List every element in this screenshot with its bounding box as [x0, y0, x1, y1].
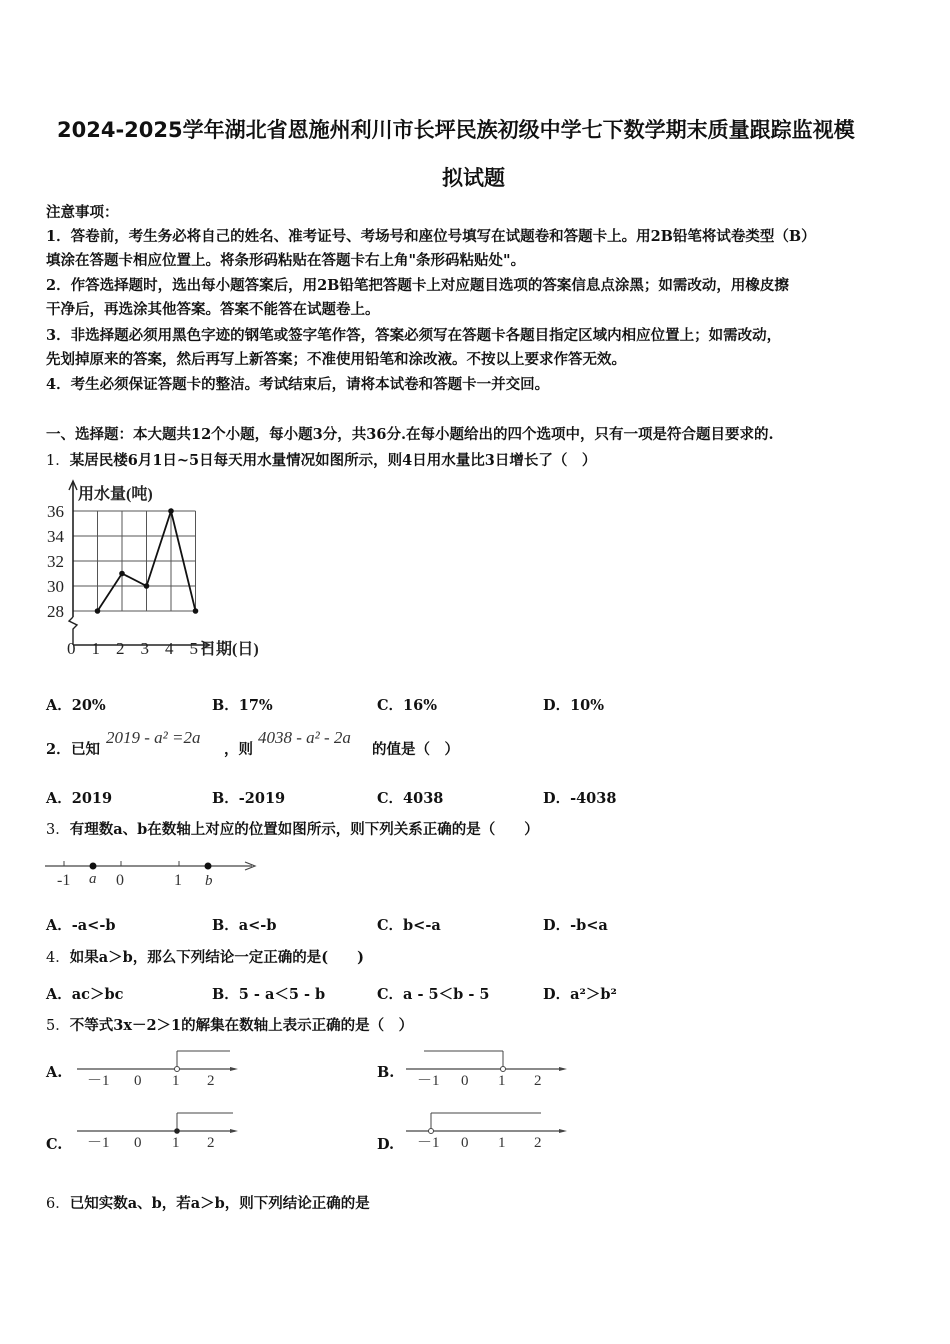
option-a[interactable]: A．20%	[46, 697, 106, 714]
data-point	[193, 608, 199, 614]
option-d[interactable]: D.	[377, 1136, 395, 1153]
y-tick-label: 28	[47, 602, 64, 621]
y-tick-label: 34	[47, 527, 64, 546]
question-4	[46, 948, 364, 968]
tick-label: 0	[461, 1135, 469, 1151]
question-text: 不等式3x－2＞1的解集在数轴上表示正确的是（ ）	[69, 1017, 414, 1034]
question-2-expr2: 4038 - a² - 2a	[258, 728, 351, 747]
x-tick-label: 2	[116, 639, 125, 658]
chart-grid	[73, 511, 196, 611]
tick-label: －1	[87, 1135, 110, 1151]
tick-label: 2	[534, 1073, 542, 1089]
question-6	[46, 1194, 370, 1214]
tick-label: 2	[207, 1073, 215, 1089]
closed-point	[174, 1128, 180, 1134]
notice-line: 3．非选择题必须用黑色字迹的钢笔或签字笔作答，答案必须写在答题卡各题目指定区域内相应位置上；如需改动，	[46, 327, 782, 344]
tick-label: -1	[57, 872, 71, 889]
question-5	[46, 1016, 413, 1036]
tick-label: －1	[87, 1073, 110, 1089]
question-number: 1．	[46, 453, 70, 469]
question-number: 5．	[46, 1018, 70, 1034]
tick-label: 0	[134, 1135, 142, 1151]
tick-label: 0	[116, 872, 124, 889]
data-point	[144, 583, 150, 589]
option-a[interactable]: A．-a<-b	[46, 917, 116, 934]
data-point	[168, 508, 174, 514]
data-point	[119, 571, 125, 577]
number-line-a	[75, 1044, 245, 1089]
option-b[interactable]: B．17%	[212, 697, 273, 714]
section-heading: 一、选择题：本大题共12个小题，每小题3分，共36分.在每小题给出的四个选项中，只有一项是符合题目要求的.	[46, 426, 774, 443]
option-c[interactable]: C.	[46, 1136, 63, 1153]
x-axis-label: 日期(日)	[200, 641, 259, 658]
question-3	[46, 820, 539, 840]
tick-label: －1	[417, 1135, 440, 1151]
question-number: 4．	[46, 950, 70, 966]
question-number: 3．	[46, 822, 70, 838]
option-d[interactable]: D．-4038	[543, 790, 617, 807]
open-point	[501, 1067, 506, 1072]
question-text: 已知实数a、b，若a＞b，则下列结论正确的是	[69, 1195, 370, 1212]
tick-label: 2	[534, 1135, 542, 1151]
x-tick-label: 1	[91, 639, 100, 658]
axis-arrow-icon	[559, 1129, 567, 1133]
notice-line: 干净后，再选涂其他答案。答案不能答在试题卷上。	[46, 301, 380, 318]
x-tick-label: 5	[189, 639, 198, 658]
number-line-b	[404, 1044, 574, 1089]
data-point	[95, 608, 101, 614]
tick-label: 1	[172, 1135, 180, 1151]
option-c[interactable]: C．a - 5＜b - 5	[377, 986, 490, 1003]
notice-line: 4．考生必须保证答题卡的整洁。考试结束后，请将本试卷和答题卡一并交回。	[46, 376, 550, 393]
tick-label: 1	[174, 872, 182, 889]
y-tick-label: 30	[47, 577, 64, 596]
option-d[interactable]: D．a²＞b²	[543, 986, 617, 1003]
question-2-post: 的值是（ ）	[372, 741, 459, 758]
question-2-pre: 已知	[71, 741, 100, 758]
notice-line: 1．答卷前，考生务必将自己的姓名、准考证号、考场号和座位号填写在试题卷和答题卡上。用2B铅笔将试卷类型（B）	[46, 228, 816, 245]
page-title-line2: 拟试题	[442, 166, 505, 190]
tick-label: 1	[498, 1073, 506, 1089]
notice-line: 先划掉原来的答案，然后再写上新答案；不准使用铅笔和涂改液。不按以上要求作答无效。	[46, 351, 626, 368]
number-line-q3	[40, 852, 270, 892]
axis-arrow-icon	[559, 1067, 567, 1071]
option-c[interactable]: C．b<-a	[377, 917, 441, 934]
label-a: a	[89, 871, 97, 887]
option-b[interactable]: B．5 - a＜5 - b	[212, 986, 326, 1003]
option-b[interactable]: B．a<-b	[212, 917, 277, 934]
x-tick-label: 4	[165, 639, 174, 658]
question-text: 有理数a、b在数轴上对应的位置如图所示，则下列关系正确的是（ ）	[69, 821, 539, 838]
question-text: 某居民楼6月1日~5日每天用水量情况如图所示，则4日用水量比3日增长了（ ）	[69, 452, 597, 469]
number-line-c	[75, 1106, 245, 1151]
y-axis-label: 用水量(吨)	[78, 486, 153, 503]
x-tick-label: 3	[140, 639, 149, 658]
option-d[interactable]: D．10%	[543, 697, 605, 714]
page-title-line1: 2024-2025学年湖北省恩施州利川市长坪民族初级中学七下数学期末质量跟踪监视模	[57, 118, 855, 142]
tick-label: 0	[134, 1073, 142, 1089]
notice-heading: 注意事项：	[46, 204, 119, 221]
number-line-d	[404, 1106, 574, 1151]
question-number: 6．	[46, 1196, 70, 1212]
option-a[interactable]: A.	[46, 1064, 63, 1081]
y-tick-label: 36	[47, 502, 64, 521]
point-a	[90, 863, 97, 870]
option-b[interactable]: B.	[377, 1064, 395, 1081]
point-b	[205, 863, 212, 870]
tick-label: 1	[172, 1073, 180, 1089]
tick-label: 0	[461, 1073, 469, 1089]
question-text: 如果a＞b，那么下列结论一定正确的是( )	[69, 949, 364, 966]
question-2-num: 2．	[46, 741, 71, 758]
open-point	[175, 1067, 180, 1072]
question-2-expr1: 2019 - a² =2a	[106, 728, 201, 747]
y-tick-label: 32	[47, 552, 64, 571]
question-2-mid: ，则	[224, 741, 253, 758]
option-c[interactable]: C．16%	[377, 697, 437, 714]
label-b: b	[205, 873, 213, 889]
option-a[interactable]: A．2019	[46, 790, 113, 807]
chart-axes	[69, 481, 210, 649]
x-tick-label: 0	[67, 639, 76, 658]
axis-arrow-icon	[230, 1129, 238, 1133]
option-b[interactable]: B．-2019	[212, 790, 286, 807]
axis-arrow-icon	[230, 1067, 238, 1071]
option-c[interactable]: C．4038	[377, 790, 444, 807]
tick-label: －1	[417, 1073, 440, 1089]
option-a[interactable]: A．ac＞bc	[46, 986, 124, 1003]
water-usage-chart	[40, 478, 290, 668]
notice-line: 2．作答选择题时，选出每小题答案后，用2B铅笔把答题卡上对应题目选项的答案信息点涂黑；如需改动，用橡皮擦	[46, 277, 789, 294]
question-1	[46, 451, 596, 471]
tick-label: 2	[207, 1135, 215, 1151]
open-point	[429, 1129, 434, 1134]
tick-label: 1	[498, 1135, 506, 1151]
option-d[interactable]: D．-b<a	[543, 917, 608, 934]
notice-line: 填涂在答题卡相应位置上。将条形码粘贴在答题卡右上角"条形码粘贴处"。	[46, 252, 526, 269]
